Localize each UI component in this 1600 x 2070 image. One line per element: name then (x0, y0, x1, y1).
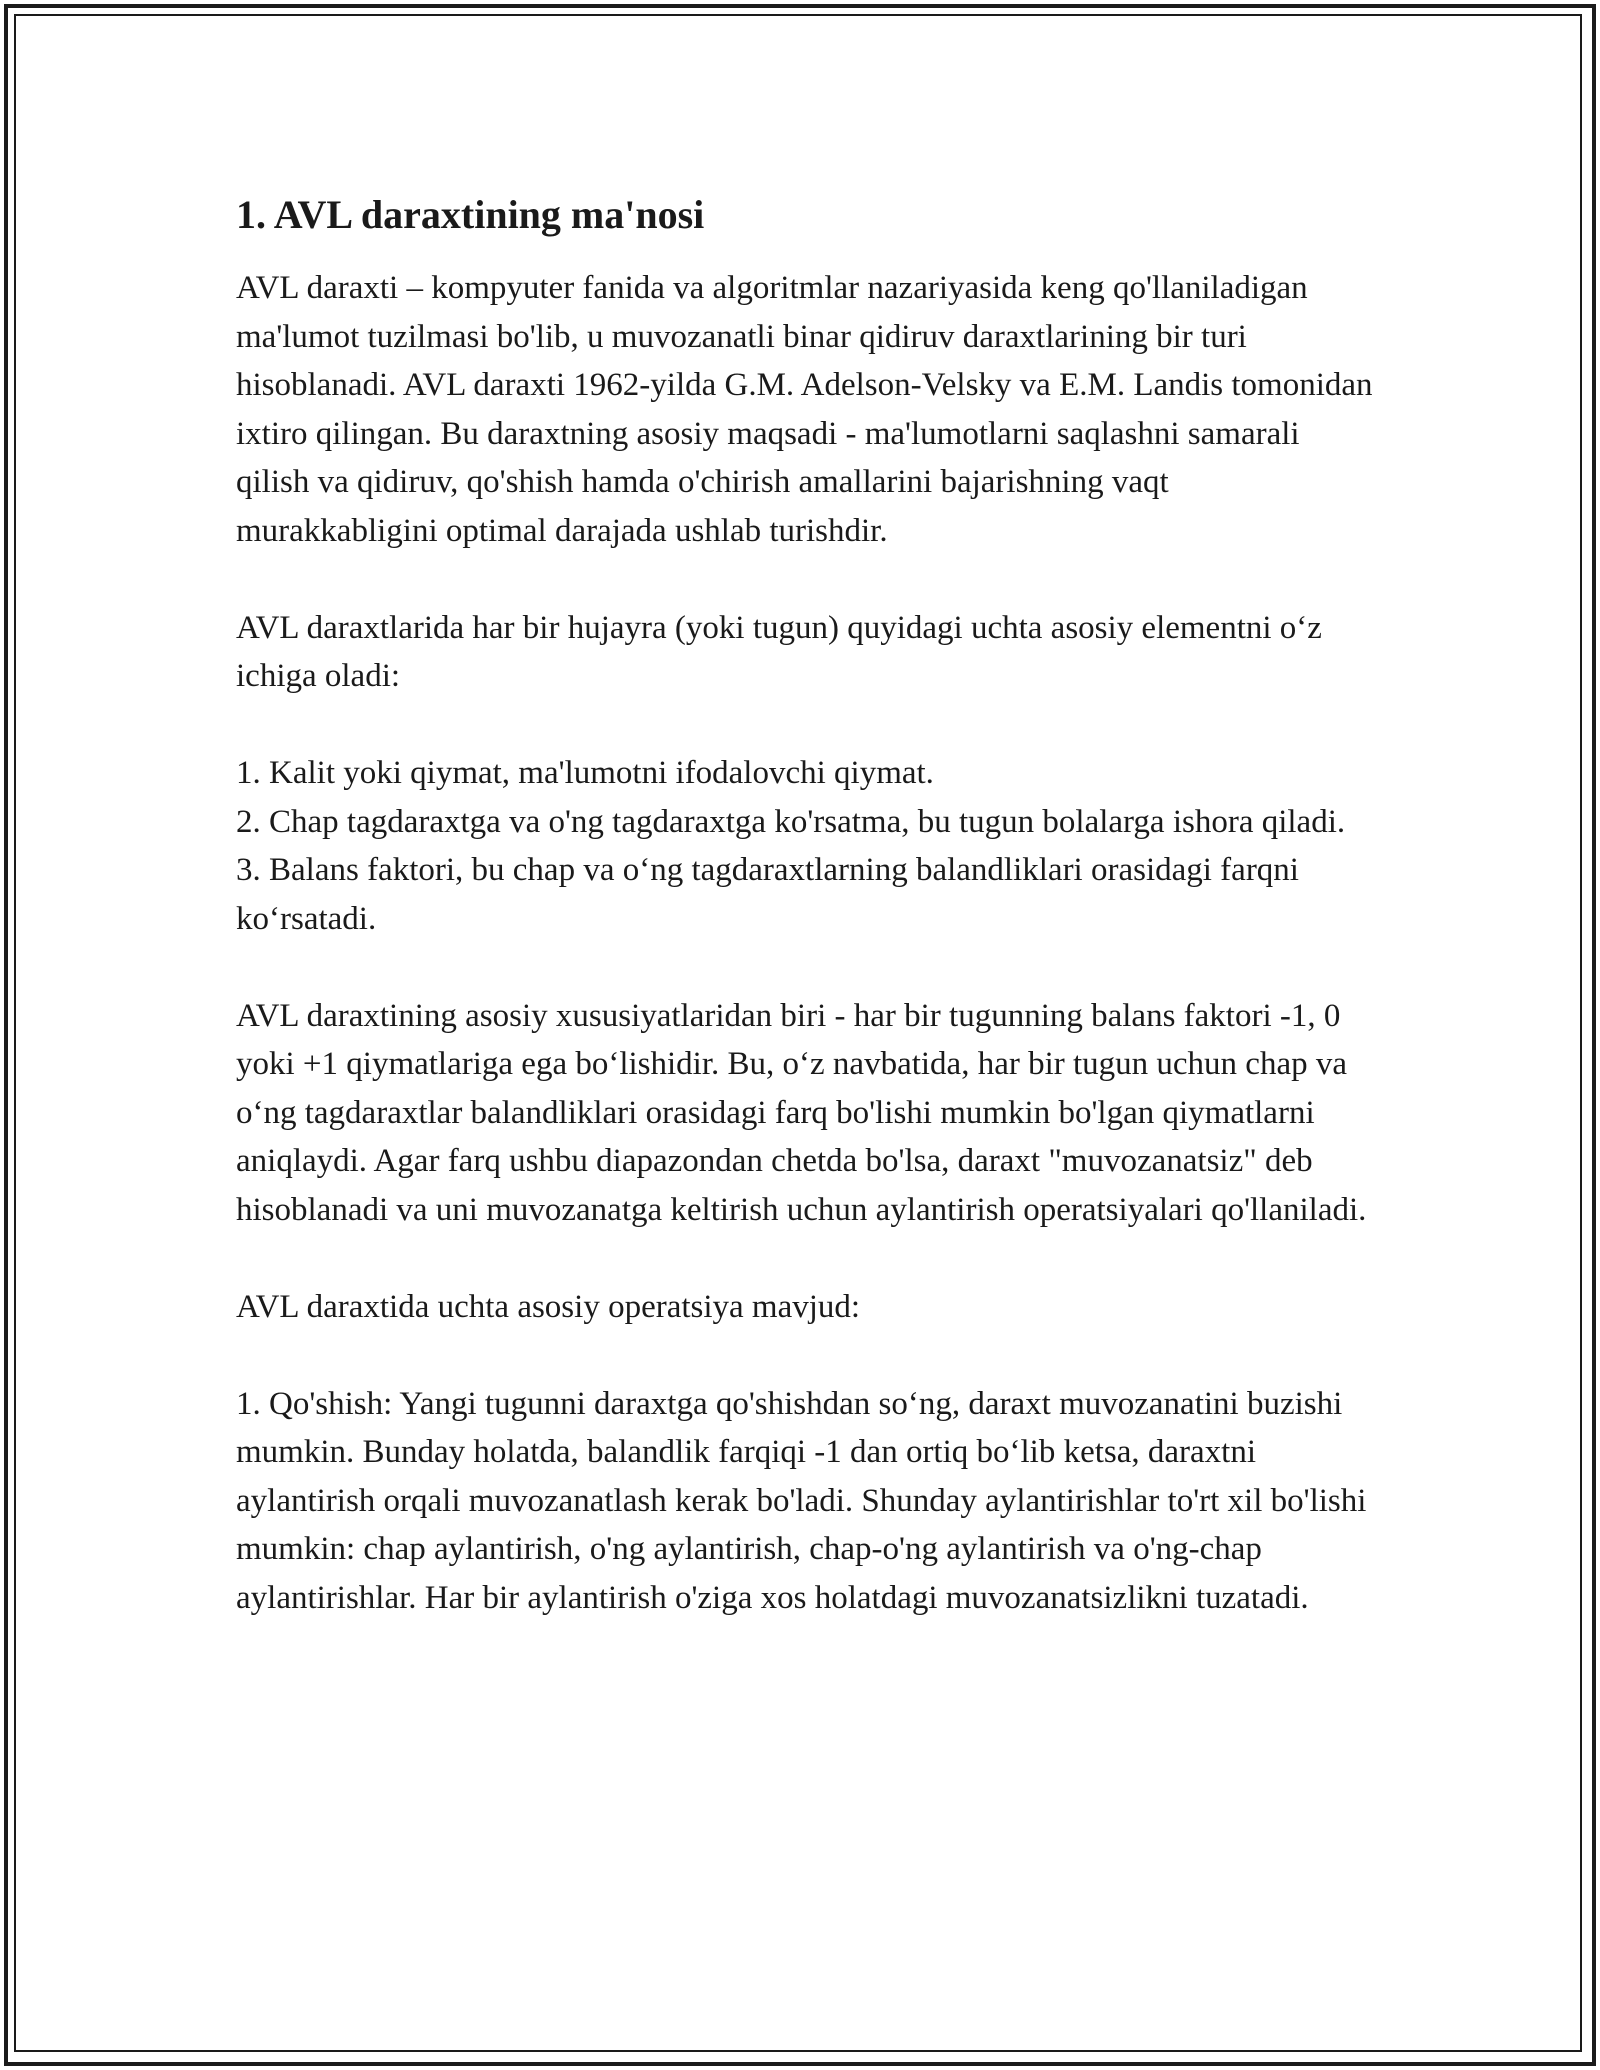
paragraph-gap (236, 701, 1376, 750)
paragraph-gap (236, 555, 1376, 604)
section-title: 1. AVL daraxtining ma'nosi (236, 192, 705, 237)
paragraph-intro: AVL daraxti – kompyuter fanida va algoritmlar nazariyasida keng qo'llaniladigan ma'lumot tuzilmasi bo'lib, u muvozanatli binar qidiruv daraxtlarining bir turi hisoblanadi. AVL daraxti 1962-yilda G.M. Adelson-Velsky va E.M. Landis tomonidan ixtiro qilingan. Bu daraxtning asosiy maqsadi - ma'lumotlarni saqlashni samarali qilish va qidiruv, qo'shish hamda o'chirish amallarini bajarishning vaqt murakkabligini optimal darajada ushlab turishdir. (236, 270, 1373, 549)
paragraph-gap (236, 943, 1376, 992)
operations-list (236, 1380, 1376, 1623)
list-item: 1. Kalit yoki qiymat, ma'lumotni ifodalovchi qiymat. (236, 755, 934, 791)
list-item: 1. Qo'shish: Yangi tugunni daraxtga qo'shishdan so‘ng, daraxt muvozanatini buzishi mumkin. Bunday holatda, balandlik farqiqi -1 dan ortiq bo‘lib ketsa, daraxtni aylantirish orqali muvozanatlash kerak bo'ladi. Shunday aylantirishlar to'rt xil bo'lishi mumkin: chap aylantirish, o'ng aylantirish, chap-o'ng aylantirish va o'ng-chap aylantirishlar. Har bir aylantirish o'ziga xos holatdagi muvozanatsizlikni tuzatadi. (236, 1385, 1367, 1616)
paragraph-gap (236, 1331, 1376, 1380)
paragraph-balance-factor: AVL daraxtining asosiy xususiyatlaridan biri - har bir tugunning balans faktori -1, 0 yoki +1 qiymatlariga ega bo‘lishidir. Bu, o‘z navbatida, har bir tugun uchun chap va o‘ng tagdaraxtlar balandliklari orasidagi farq bo'lishi mumkin bo'lgan qiymatlarni aniqlaydi. Agar farq ushbu diapazondan chetda bo'lsa, daraxt "muvozanatsiz" deb hisoblanadi va uni muvozanatga keltirish uchun aylantirish operatsiyalari qo'llaniladi. (236, 997, 1367, 1228)
list-item: 3. Balans faktori, bu chap va o‘ng tagdaraxtlarning balandliklari orasidagi farqni ko‘rsatadi. (236, 852, 1299, 937)
node-elements-list (236, 749, 1376, 943)
paragraph-node-elements: AVL daraxtlarida har bir hujayra (yoki tugun) quyidagi uchta asosiy elementni o‘z ichiga oladi: (236, 609, 1322, 694)
document-page (236, 180, 1376, 1622)
paragraph-operations-intro: AVL daraxtida uchta asosiy operatsiya mavjud: (236, 1288, 861, 1325)
paragraph-gap (236, 1234, 1376, 1283)
list-item: 2. Chap tagdaraxtga va o'ng tagdaraxtga ko'rsatma, bu tugun bolalarga ishora qiladi. (236, 803, 1346, 840)
